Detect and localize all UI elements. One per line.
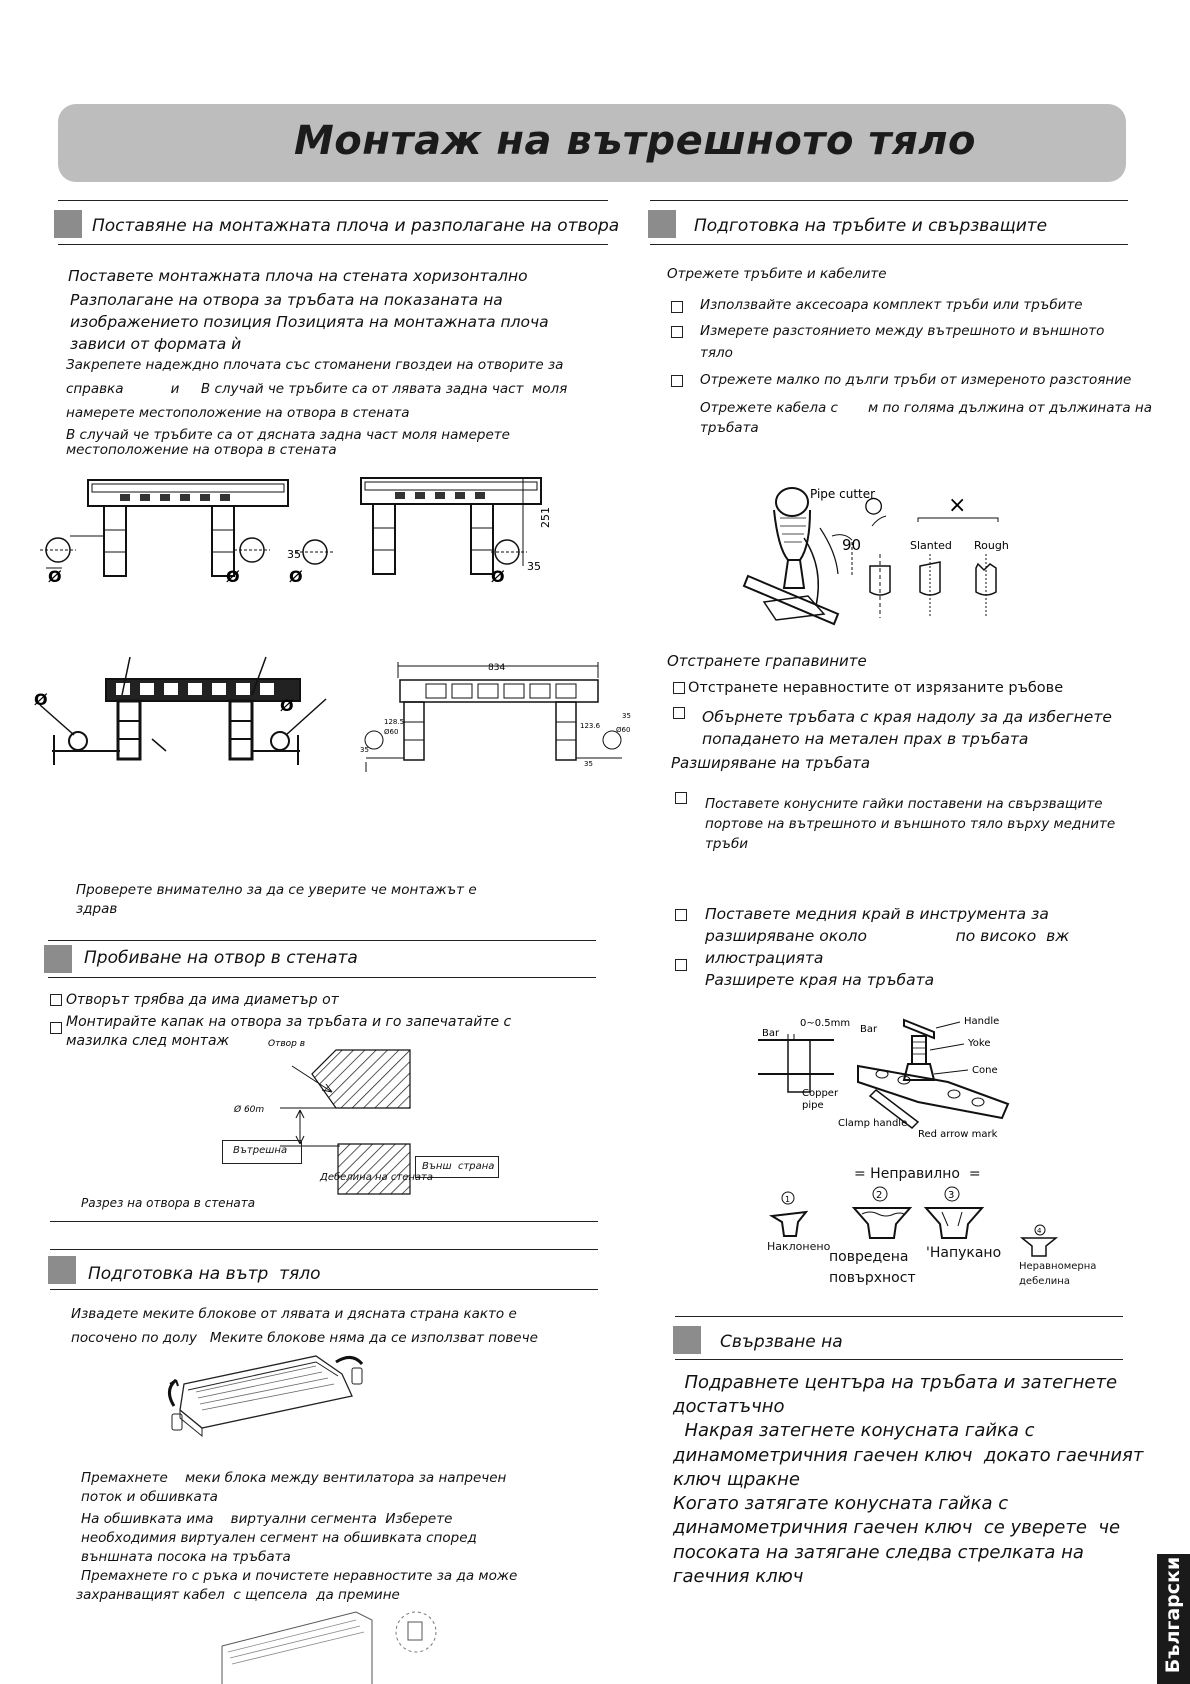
text-line: тяло	[700, 345, 733, 361]
text-line: Обърнете тръбата с края надолу за да избегнете	[702, 708, 1112, 726]
incorrect-mark: ×	[948, 493, 967, 518]
checkbox-bullet	[673, 682, 685, 694]
improper-label-2: повърхност	[829, 1270, 916, 1286]
checkbox-bullet	[671, 375, 683, 387]
red-arrow-label: Red arrow mark	[918, 1129, 998, 1140]
improper-number-1: 1	[785, 1195, 791, 1204]
dimension-label: 35	[527, 560, 541, 573]
text-line: Отрежете малко по дълги тръби от измереното разстояние	[700, 372, 1132, 388]
language-tab-label: Български	[1162, 1556, 1184, 1674]
cone-label: Cone	[972, 1065, 998, 1076]
divider	[650, 244, 1128, 245]
diameter-symbol: Ø	[34, 690, 48, 709]
divider	[48, 977, 596, 978]
improper-label-1: Наклонено	[767, 1240, 831, 1253]
slanted-label: Slanted	[910, 539, 952, 552]
text-line: мазилка след монтаж	[66, 1033, 230, 1049]
checkbox-bullet	[50, 994, 62, 1006]
yoke-label: Yoke	[968, 1038, 991, 1049]
label-box	[222, 1140, 302, 1164]
checkbox-bullet	[671, 301, 683, 313]
page-title: Монтаж на вътрешното тяло	[294, 118, 977, 164]
bar-label: Bar	[860, 1024, 878, 1035]
pipe-cutter-label: Pipe cutter	[810, 487, 876, 501]
text-line: Премахнете го с ръка и почистете неравностите за да може	[81, 1568, 518, 1584]
text-line: Разполагане на отвора за тръбата на показаната на	[70, 291, 503, 309]
divider	[650, 200, 1128, 201]
dimension-label: 128.5	[384, 718, 405, 726]
text-line: разширяване около по високо вж	[705, 927, 1070, 945]
section-marker	[54, 210, 82, 238]
text-line: Отрежете тръбите и кабелите	[667, 266, 887, 282]
title-banner	[58, 104, 1126, 182]
section-heading-indoor-unit-prep: Подготовка на вътр тяло	[88, 1264, 321, 1284]
checkbox-bullet	[675, 792, 687, 804]
text-line: портове на вътрешното и външното тяло върху медните	[705, 816, 1116, 832]
text-line: посочено по долу Меките блокове няма да се използват повече	[71, 1330, 538, 1346]
improper-number-3: 3	[948, 1190, 955, 1201]
dimension-label: Ø60	[616, 726, 631, 734]
text-line: гаечния ключ	[673, 1566, 804, 1587]
text-line: поток и обшивката	[81, 1489, 218, 1505]
text-line: Разширете края на тръбата	[705, 971, 935, 989]
checkbox-bullet	[673, 707, 685, 719]
text-line: намерете местоположение на отвора в стената	[66, 405, 410, 421]
section-heading-wall-hole: Пробиване на отвор в стената	[84, 948, 358, 968]
wall-thickness-label: Дебелина на стената	[320, 1172, 433, 1183]
correct-mark: ○	[864, 493, 884, 518]
bar-label: Bar	[762, 1028, 780, 1039]
outer-side-label: Външ страна	[422, 1161, 495, 1172]
figure-caption: Разрез на отвора в стената	[81, 1196, 256, 1210]
text-line: Използвайте аксесоара комплект тръби или тръбите	[700, 297, 1083, 313]
indoor-unit-illustration	[166, 1350, 366, 1440]
checkbox-bullet	[675, 959, 687, 971]
checkbox-bullet	[675, 909, 687, 921]
text-line: достатъчно	[673, 1396, 785, 1417]
text-line: Монтирайте капак на отвора за тръбата и го запечатайте с	[66, 1014, 512, 1030]
improper-label-4: Неравномерна	[1019, 1261, 1097, 1272]
divider	[48, 940, 596, 941]
text-line: Поставете конусните гайки поставени на свързващите	[705, 796, 1103, 812]
improper-number-2: 2	[876, 1190, 883, 1201]
diameter-symbol: Ø	[491, 567, 505, 586]
subheading-deburr: Отстранете грапавините	[667, 652, 867, 670]
checkbox-bullet	[50, 1022, 62, 1034]
text-line: Отстранете неравностите от изрязаните ръбове	[688, 680, 1064, 696]
text-line: Отворът трябва да има диаметър от	[66, 992, 339, 1008]
mounting-plate-dimension-diagram	[360, 658, 640, 773]
subheading-flare: Разширяване на тръбата	[671, 754, 871, 772]
divider	[50, 1289, 598, 1290]
text-line: Подравнете центъра на тръбата и затегнете	[673, 1372, 1118, 1393]
flare-tool-illustration	[758, 1010, 1018, 1140]
text-line: зависи от формата ѝ	[70, 335, 242, 353]
section-heading-connection: Свързване на	[720, 1332, 843, 1352]
language-tab	[1157, 1554, 1190, 1684]
text-line: справка и В случай че тръбите са от лявата задна част моля	[66, 381, 568, 397]
text-line: Когато затягате конусната гайка с	[673, 1493, 1009, 1514]
section-marker	[44, 945, 72, 973]
dimension-label: 834	[488, 663, 506, 673]
checkbox-bullet	[671, 326, 683, 338]
text-line: необходимия виртуален сегмент на обшивката според	[81, 1530, 477, 1546]
divider	[58, 244, 608, 245]
dimension-label: 35	[360, 746, 369, 754]
section-marker	[48, 1256, 76, 1284]
dimension-label: 251	[539, 507, 552, 528]
section-marker	[648, 210, 676, 238]
text-line: захранващият кабел с щепсела да премине	[76, 1587, 400, 1603]
text-line: илюстрацията	[705, 949, 824, 967]
text-line: Проверете внимателно за да се уверите че монтажът е	[76, 882, 477, 898]
handle-label: Handle	[964, 1016, 1000, 1027]
divider	[50, 1249, 598, 1250]
section-heading-pipe-prep: Подготовка на тръбите и свързващите	[694, 216, 1048, 236]
clamp-handle-label: Clamp handle	[838, 1118, 908, 1129]
text-line: Закрепете надеждно плочата със стоманени гвоздеи на отворите за	[66, 357, 564, 373]
text-line: посоката на затягане следва стрелката на	[673, 1542, 1084, 1563]
pipe-cutter-illustration	[738, 478, 1018, 638]
diameter-symbol: Ø	[226, 567, 240, 586]
text-line: Премахнете меки блока между вентилатора за напречен	[81, 1470, 507, 1486]
text-line: В случай че тръбите са от дясната задна част моля намерете	[66, 427, 510, 443]
angle-label: 90	[842, 536, 862, 554]
text-line: Накрая затегнете конусната гайка с	[673, 1420, 1035, 1441]
improper-label-3: 'Напукано	[926, 1245, 1002, 1261]
text-line: динамометричния гаечен ключ се уверете че	[673, 1517, 1121, 1538]
dimension-label: 35	[622, 712, 631, 720]
copper-label: Copper	[802, 1088, 839, 1099]
pipe-label: pipe	[802, 1100, 824, 1111]
improper-label-2: повредена	[829, 1249, 909, 1265]
dimension-label: 35	[287, 548, 301, 561]
figure-label: Ø 60m	[234, 1105, 265, 1115]
text-line: здрав	[76, 901, 118, 917]
section-marker	[673, 1326, 701, 1354]
text-line: На обшивката има виртуални сегмента Изберете	[81, 1511, 453, 1527]
mounting-plate-diagram-right	[287, 470, 555, 590]
diameter-symbol: Ø	[289, 567, 303, 586]
mounting-plate-pipe-diagram	[30, 655, 310, 765]
divider	[58, 200, 608, 201]
text-line: попадането на метален прах в тръбата	[702, 730, 1029, 748]
gap-label: 0~0.5mm	[800, 1018, 851, 1029]
text-line: Поставете монтажната плоча на стената хоризонтално	[68, 267, 528, 285]
rough-label: Rough	[974, 539, 1009, 552]
text-line: Поставете медния край в инструмента за	[705, 905, 1049, 923]
text-line: изображението позиция Позицията на монтажната плоча	[70, 313, 549, 331]
text-line: Отрежете кабела с м по голяма дължина от дължината на	[700, 400, 1153, 416]
text-line: тръби	[705, 836, 749, 852]
section-heading-mounting-plate: Поставяне на монтажната плоча и разполагане на отвора	[92, 216, 620, 236]
dimension-label: 123.6	[580, 722, 601, 730]
figure-label: Отвор в	[268, 1039, 306, 1049]
diameter-symbol: Ø	[280, 696, 294, 715]
improper-number-4: 4	[1037, 1227, 1042, 1235]
dimension-label: 35	[584, 760, 593, 768]
mounting-plate-diagram-left	[40, 470, 290, 590]
divider	[50, 1221, 598, 1222]
improper-title: = Неправилно =	[854, 1166, 981, 1182]
inner-side-label: Вътрешна	[233, 1145, 288, 1156]
dimension-label: Ø60	[384, 728, 399, 736]
text-line: Измерете разстоянието между вътрешното и външното	[700, 323, 1105, 339]
text-line: местоположение на отвора в стената	[66, 442, 337, 458]
text-line: динамометричния гаечен ключ докато гаечният	[673, 1445, 1144, 1466]
divider	[675, 1359, 1123, 1360]
divider	[675, 1316, 1123, 1317]
text-line: Извадете меките блокове от лявата и дясната страна както е	[71, 1306, 517, 1322]
diameter-symbol: Ø	[48, 567, 62, 586]
text-line: тръбата	[700, 420, 759, 436]
indoor-unit-bottom-illustration	[216, 1606, 446, 1684]
improper-label-4: дебелина	[1019, 1276, 1070, 1287]
text-line: външната посока на тръбата	[81, 1549, 291, 1565]
text-line: ключ щракне	[673, 1469, 801, 1490]
